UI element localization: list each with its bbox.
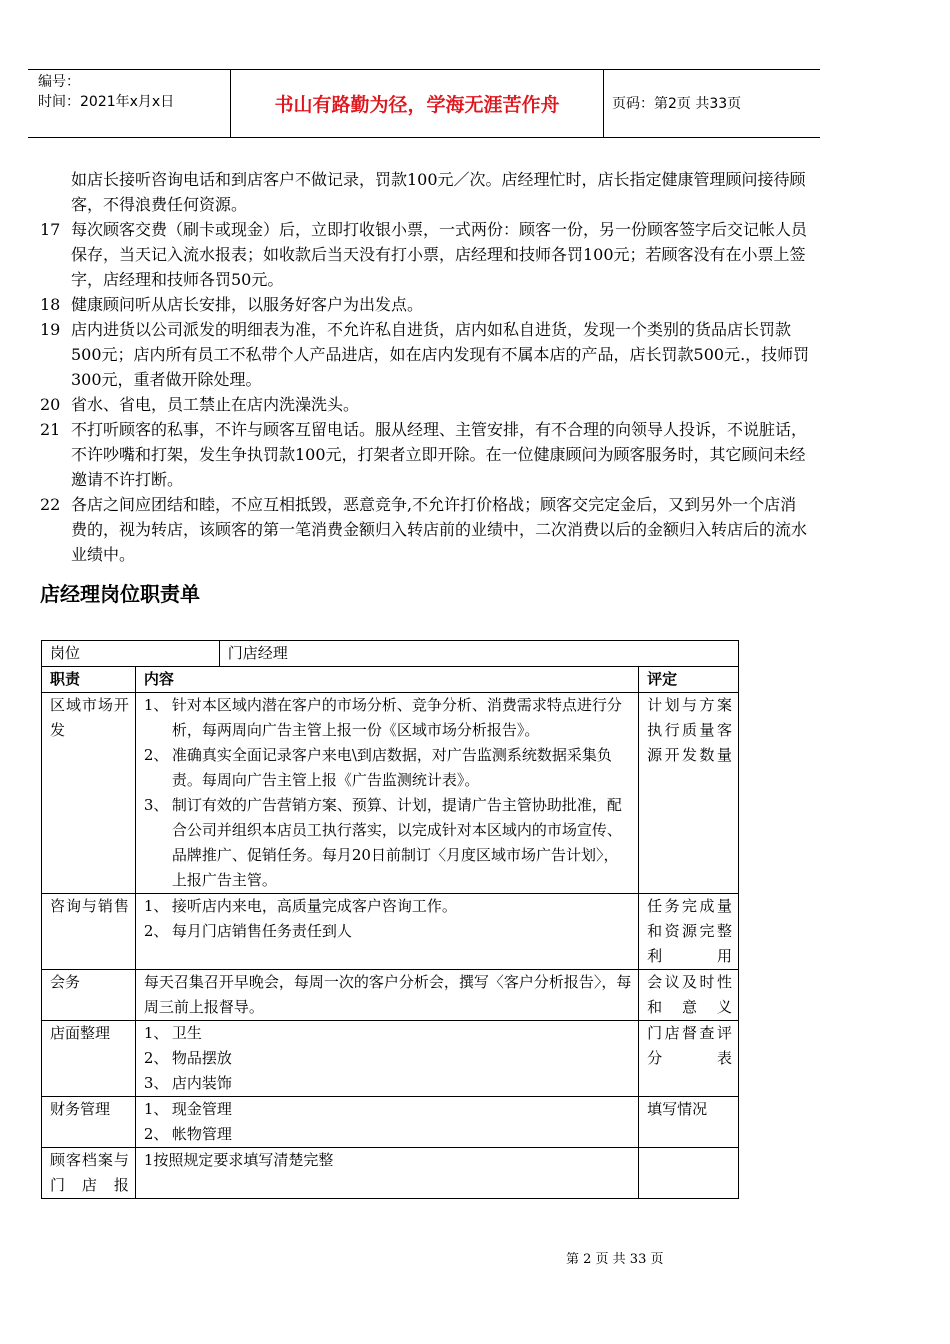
eval-cell: 填写情况 xyxy=(639,1097,739,1148)
content-cell: 1按照规定要求填写清楚完整 xyxy=(135,1148,638,1199)
duty-cell: 顾客档案与门店报 xyxy=(42,1148,136,1199)
table-row xyxy=(42,1097,739,1148)
header-meta xyxy=(38,72,174,112)
rule-paragraph: 19 店内进货以公司派发的明细表为准，不允许私自进货，店内如私自进货，发现一个类别的货品店长罚款500元；店内所有员工不私带个人产品进店，如在店内发现有不属本店的产品，店长罚款500元.，技师罚300元，重者做开除处理。 xyxy=(40,320,810,389)
col-eval: 评定 xyxy=(639,667,739,693)
content-cell: 1、 现金管理 2、 帐物管理 xyxy=(135,1097,638,1148)
duty-cell: 咨询与销售 xyxy=(42,894,136,970)
number-label: 编号： xyxy=(38,74,80,90)
rule-paragraph: 21 不打听顾客的私事，不许与顾客互留电话。服从经理、主管安排，有不合理的向领导人投诉，不说脏话，不许吵嘴和打架，发生争执罚款100元，打架者立即开除。在一位健康顾问为顾客服务时，其它顾问未经邀请不许打断。 xyxy=(40,420,808,489)
header-page-label: 页码：第2页 共33页 xyxy=(612,96,742,112)
table-row xyxy=(42,970,739,1021)
rule-paragraph: 18 健康顾问听从店长安排，以服务好客户为出发点。 xyxy=(40,295,424,314)
post-label: 岗位 xyxy=(42,641,220,667)
duty-cell: 会务 xyxy=(42,970,136,1021)
eval-cell: 任务完成量和资源完整利用 xyxy=(639,894,739,970)
content-cell: 每天召集召开早晚会，每周一次的客户分析会，撰写〈客户分析报告〉，每周三前上报督导。 xyxy=(135,970,638,1021)
table-row xyxy=(42,693,739,894)
time-label: 时间：2021年x月x日 xyxy=(38,94,175,110)
col-content: 内容 xyxy=(135,667,638,693)
table-row xyxy=(42,1021,739,1097)
rule-paragraph: 如店长接听咨询电话和到店客户不做记录，罚款100元／次。店经理忙时，店长指定健康管理顾问接待顾客，不得浪费任何资源。 xyxy=(71,170,806,214)
table-row-post xyxy=(42,641,739,667)
duty-cell: 财务管理 xyxy=(42,1097,136,1148)
duty-cell: 区域市场开发 xyxy=(42,693,136,894)
page-footer: 第 2 页 共 33 页 xyxy=(566,1252,664,1267)
content-cell: 1、 针对本区域内潜在客户的市场分析、竞争分析、消费需求特点进行分析，每两周向广告主管上报一份《区域市场分析报告》。 2、 准确真实全面记录客户来电\到店数据，对广告监测系统数据采集负责。每周向广告主管上报《广告监测统计表》。 3、 制订有效的广告营销方案、预算、计划，提请广告主管协助批准，配合公司并组织本店员工执行落实，以完成针对本区域内的市场宣传、品牌推广、促销任务。每月20日前制订〈月度区域市场广告计划〉，上报广告主管。 xyxy=(135,693,638,894)
table-row xyxy=(42,894,739,970)
rule-paragraph: 20 省水、省电，员工禁止在店内洗澡洗头。 xyxy=(40,395,360,414)
eval-cell: 计划与方案执行质量客源开发数量 xyxy=(639,693,739,894)
table-row xyxy=(42,1148,739,1199)
content-cell: 1、 卫生 2、 物品摆放 3、 店内装饰 xyxy=(135,1021,638,1097)
rules-list xyxy=(40,167,810,567)
col-duty: 职责 xyxy=(42,667,136,693)
section-title: 店经理岗位职责单 xyxy=(40,582,200,606)
eval-cell: 门店督查评分表 xyxy=(639,1021,739,1097)
content-cell: 1、 接听店内来电，高质量完成客户咨询工作。 2、 每月门店销售任务责任到人 xyxy=(135,894,638,970)
rule-paragraph: 17 每次顾客交费（刷卡或现金）后，立即打收银小票，一式两份：顾客一份，另一份顾客签字后交记帐人员保存，当天记入流水报表；如收款后当天没有打小票，店经理和技师各罚100元；若顾客没有在小票上签字，店经理和技师各罚50元。 xyxy=(40,220,808,289)
table-header-row xyxy=(42,667,739,693)
header-motto: 书山有路勤为径，学海无涯苦作舟 xyxy=(230,70,604,137)
eval-cell xyxy=(639,1148,739,1199)
rule-paragraph: 22 各店之间应团结和睦，不应互相抵毁，恶意竞争,不允许打价格战；顾客交完定金后，又到另外一个店消费的，视为转店，该顾客的第一笔消费金额归入转店前的业绩中，二次消费以后的金额归入转店后的流水业绩中。 xyxy=(40,495,808,564)
duty-cell: 店面整理 xyxy=(42,1021,136,1097)
duty-table xyxy=(41,640,739,1199)
post-value: 门店经理 xyxy=(219,641,738,667)
page-header xyxy=(28,69,820,138)
eval-cell: 会议及时性和意义 xyxy=(639,970,739,1021)
